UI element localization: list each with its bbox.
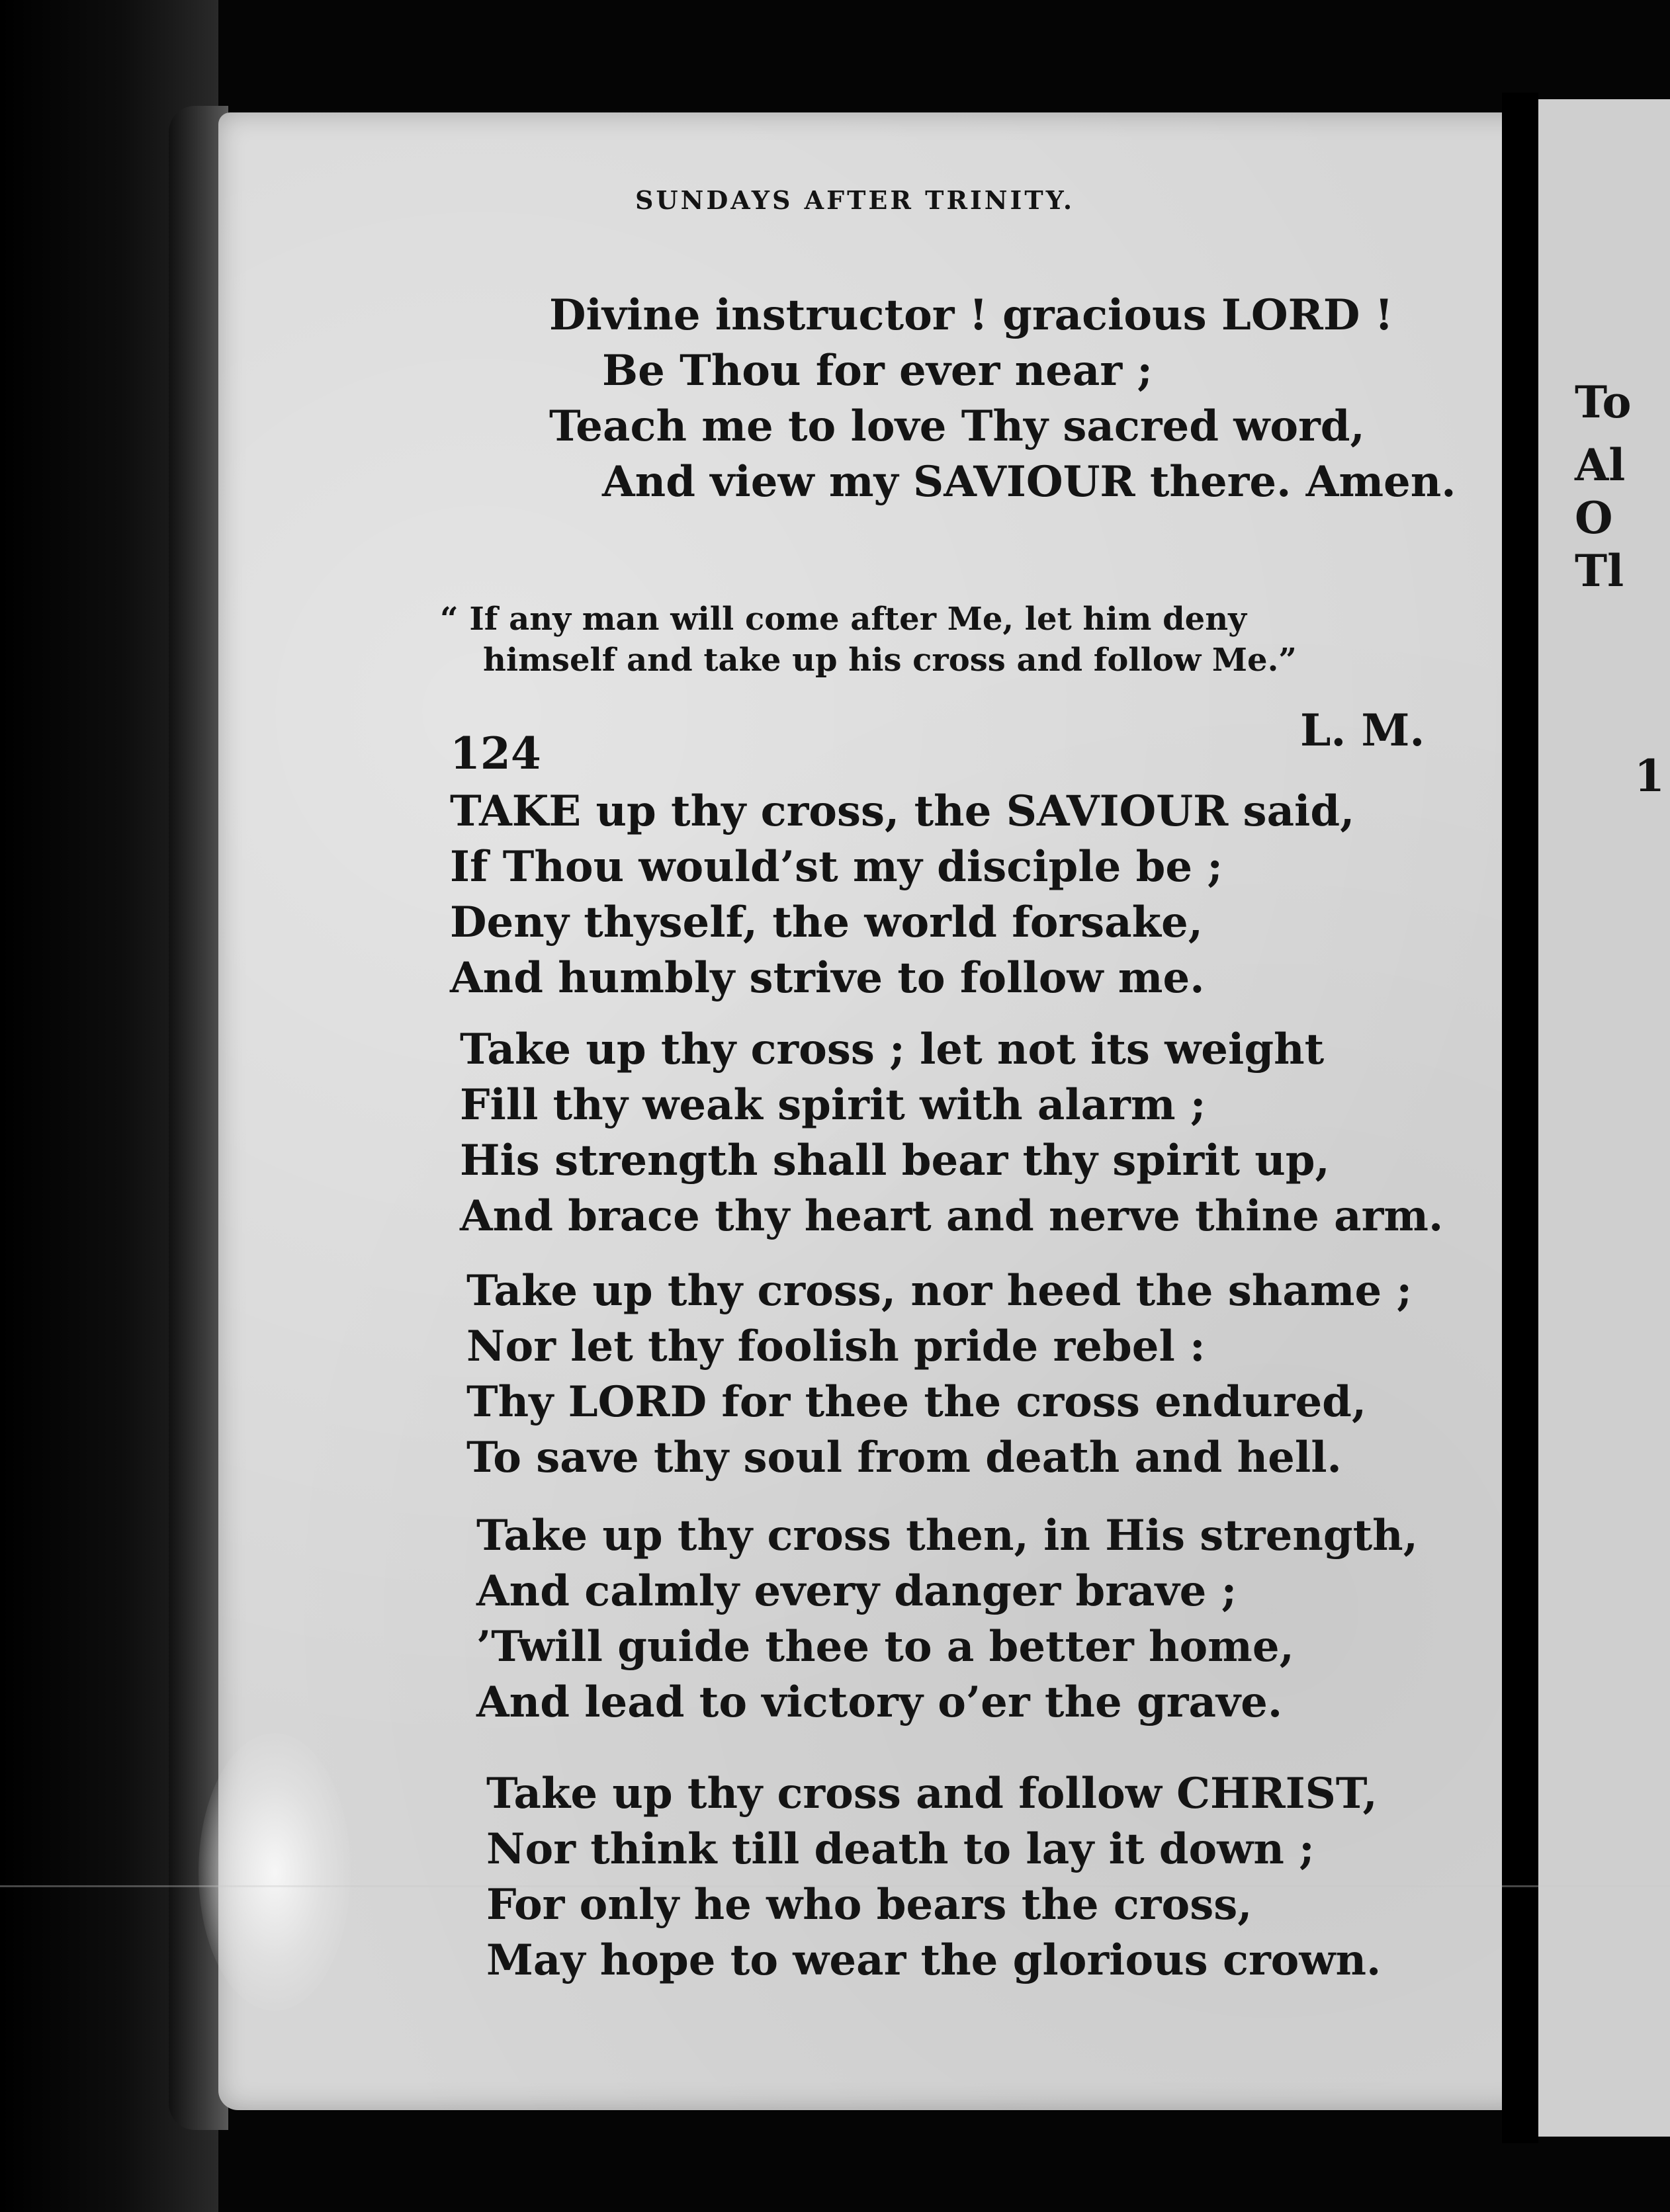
verse-line: And humbly strive to follow me. xyxy=(450,953,1205,1003)
verse-line: Take up thy cross ; let not its weight xyxy=(460,1025,1325,1074)
adjacent-page-fragment: Tl xyxy=(1575,545,1624,597)
verse-line: Take up thy cross, nor heed the shame ; xyxy=(466,1266,1413,1316)
adjacent-page-fragment: To xyxy=(1575,376,1632,428)
verse-line: And calmly every danger brave ; xyxy=(476,1566,1237,1616)
hymn-stanza-4 xyxy=(476,1508,1418,1730)
hymn-stanza-5 xyxy=(486,1766,1381,1988)
adjacent-page-fragment: 1 xyxy=(1634,750,1665,802)
verse-line: Nor think till death to lay it down ; xyxy=(486,1824,1315,1874)
page-stain xyxy=(198,1733,351,2011)
verse-line: Take up thy cross and follow CHRIST, xyxy=(486,1769,1378,1818)
verse-line: Teach me to love Thy sacred word, xyxy=(549,402,1365,451)
closing-stanza xyxy=(549,288,1456,510)
verse-line: Be Thou for ever near ; xyxy=(602,346,1153,396)
epigraph-line: himself and take up his cross and follow Me.” xyxy=(483,642,1297,679)
verse-line: For only he who bears the cross, xyxy=(486,1880,1252,1930)
hymn-meter: L. M. xyxy=(1300,704,1425,756)
hymn-stanza-1 xyxy=(450,784,1354,1006)
verse-line: To save thy soul from death and hell. xyxy=(466,1433,1342,1482)
verse-line: May hope to wear the glorious crown. xyxy=(486,1936,1382,1985)
verse-line: If Thou would’st my disciple be ; xyxy=(450,842,1223,892)
adjacent-page-fragment: Al xyxy=(1575,439,1626,491)
verse-line: Fill thy weak spirit with alarm ; xyxy=(460,1080,1206,1130)
epigraph-line: “ If any man will come after Me, let him deny xyxy=(440,601,1247,638)
verse-line: Thy LORD for thee the cross endured, xyxy=(466,1377,1367,1427)
verse-line: Take up thy cross then, in His strength, xyxy=(476,1511,1418,1560)
adjacent-page-fragment: O xyxy=(1575,492,1613,544)
verse-line: His strength shall bear thy spirit up, xyxy=(460,1136,1330,1185)
hymn-stanza-3 xyxy=(466,1263,1412,1486)
running-head: SUNDAYS AFTER TRINITY. xyxy=(635,185,1075,215)
adjacent-page-edge xyxy=(1538,99,1670,2137)
verse-line: Nor let thy foolish pride rebel : xyxy=(466,1322,1206,1371)
verse-line: ’Twill guide thee to a better home, xyxy=(476,1622,1294,1672)
verse-line: And view my SAVIOUR there. Amen. xyxy=(602,457,1456,507)
verse-line: TAKE up thy cross, the SAVIOUR said, xyxy=(450,787,1355,836)
hymn-stanza-2 xyxy=(460,1022,1443,1244)
scripture-epigraph xyxy=(440,599,1297,681)
scan-artifact-line xyxy=(0,1885,1670,1887)
verse-line: Deny thyself, the world forsake, xyxy=(450,898,1203,947)
hymn-number: 124 xyxy=(450,728,541,779)
verse-line: And brace thy heart and nerve thine arm. xyxy=(460,1191,1444,1241)
verse-line: And lead to victory o’er the grave. xyxy=(476,1678,1283,1727)
verse-line: Divine instructor ! gracious LORD ! xyxy=(549,290,1393,340)
page-gutter xyxy=(1502,93,1538,2143)
